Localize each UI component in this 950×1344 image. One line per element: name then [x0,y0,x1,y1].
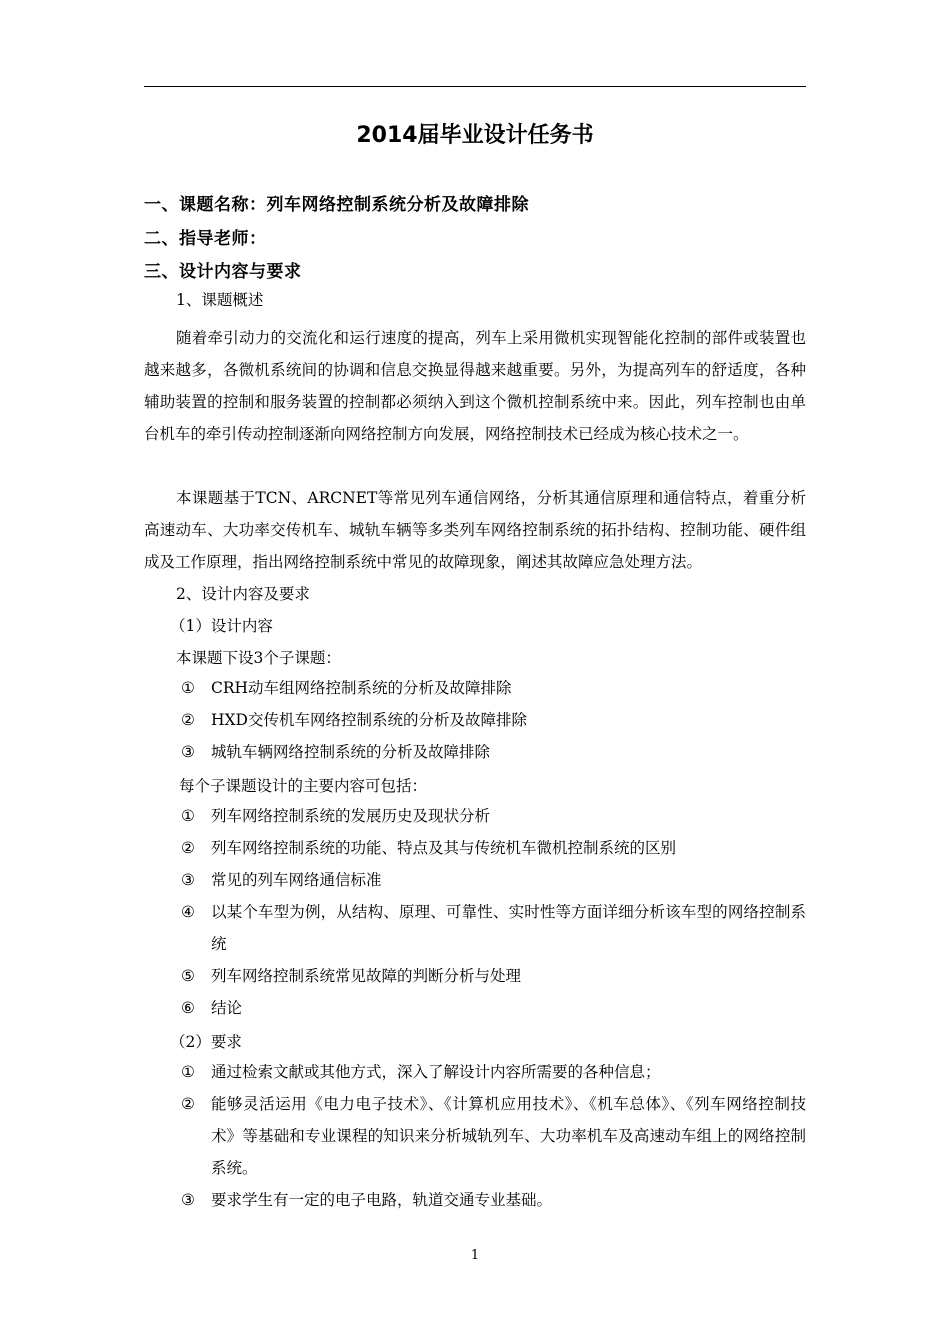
list-marker: ① [181,679,195,697]
subheading-overview: 1、课题概述 [176,291,264,309]
list-item-text: 常见的列车网络通信标准 [211,871,382,889]
list-item-text: 列车网络控制系统的发展历史及现状分析 [211,807,491,825]
list-marker: ② [181,711,195,729]
list-marker: ③ [181,743,195,761]
list-marker: ③ [181,871,195,889]
page-number: 1 [470,1248,480,1263]
list-item-text: 通过检索文献或其他方式，深入了解设计内容所需要的各种信息； [211,1063,661,1081]
list-item-text: 要求学生有一定的电子电路，轨道交通专业基础。 [211,1191,553,1209]
header-rule [144,86,806,87]
content-intro: 每个子课题设计的主要内容可包括： [179,777,428,795]
list-marker: ④ [181,903,195,921]
list-marker: ② [181,839,195,857]
list-item-text: CRH动车组网络控制系统的分析及故障排除 [211,679,512,697]
paragraph-background: 随着牵引动力的交流化和运行速度的提高，列车上采用微机实现智能化控制的部件或装置也越来越多，各微机系统间的协调和信息交换显得越来越重要。另外，为提高列车的舒适度，各种辅助装置的控制和服务装置的控制都必须纳入到这个微机控制系统中来。因此，列车控制也由单台机车的牵引传动控制逐渐向网络控制方向发展，网络控制技术已经成为核心技术之一。 [144,329,806,443]
list-item-text: 结论 [211,999,243,1017]
list-item-text: 列车网络控制系统常见故障的判断分析与处理 [211,967,522,985]
list-marker: ⑥ [181,999,195,1017]
paragraph-scope: 本课题基于TCN、ARCNET等常见列车通信网络，分析其通信原理和通信特点，着重分析高速动车、大功率交传机车、城轨车辆等多类列车网络控制系统的拓扑结构、控制功能、硬件组成及工作原理，指出网络控制系统中常见的故障现象，阐述其故障应急处理方法。 [144,489,806,571]
subheading-design-requirements: 2、设计内容及要求 [176,585,310,603]
list-marker: ③ [181,1191,195,1209]
section-design-content: 三、设计内容与要求 [144,262,302,282]
document-title: 2014届毕业设计任务书 [356,123,594,148]
list-item-text: 列车网络控制系统的功能、特点及其与传统机车微机控制系统的区别 [211,839,677,857]
subtopic-intro: 本课题下设3个子课题： [176,649,341,667]
list-marker: ⑤ [181,967,195,985]
list-marker: ① [181,807,195,825]
subheading-requirements: （2）要求 [170,1033,242,1051]
section-advisor: 二、指导老师： [144,229,267,249]
subheading-design-content: （1）设计内容 [170,617,273,635]
list-marker: ② [181,1095,195,1113]
list-item-text: HXD交传机车网络控制系统的分析及故障排除 [211,711,527,729]
list-marker: ① [181,1063,195,1081]
list-item-text: 以某个车型为例，从结构、原理、可靠性、实时性等方面详细分析该车型的网络控制系统 [211,903,806,953]
list-item-text: 城轨车辆网络控制系统的分析及故障排除 [211,743,491,761]
list-item-text: 能够灵活运用《电力电子技术》、《计算机应用技术》、《机车总体》、《列车网络控制技术》等基础和专业课程的知识来分析城轨列车、大功率机车及高速动车组上的网络控制系统。 [211,1095,806,1177]
section-topic-name: 一、课题名称：列车网络控制系统分析及故障排除 [144,195,529,215]
